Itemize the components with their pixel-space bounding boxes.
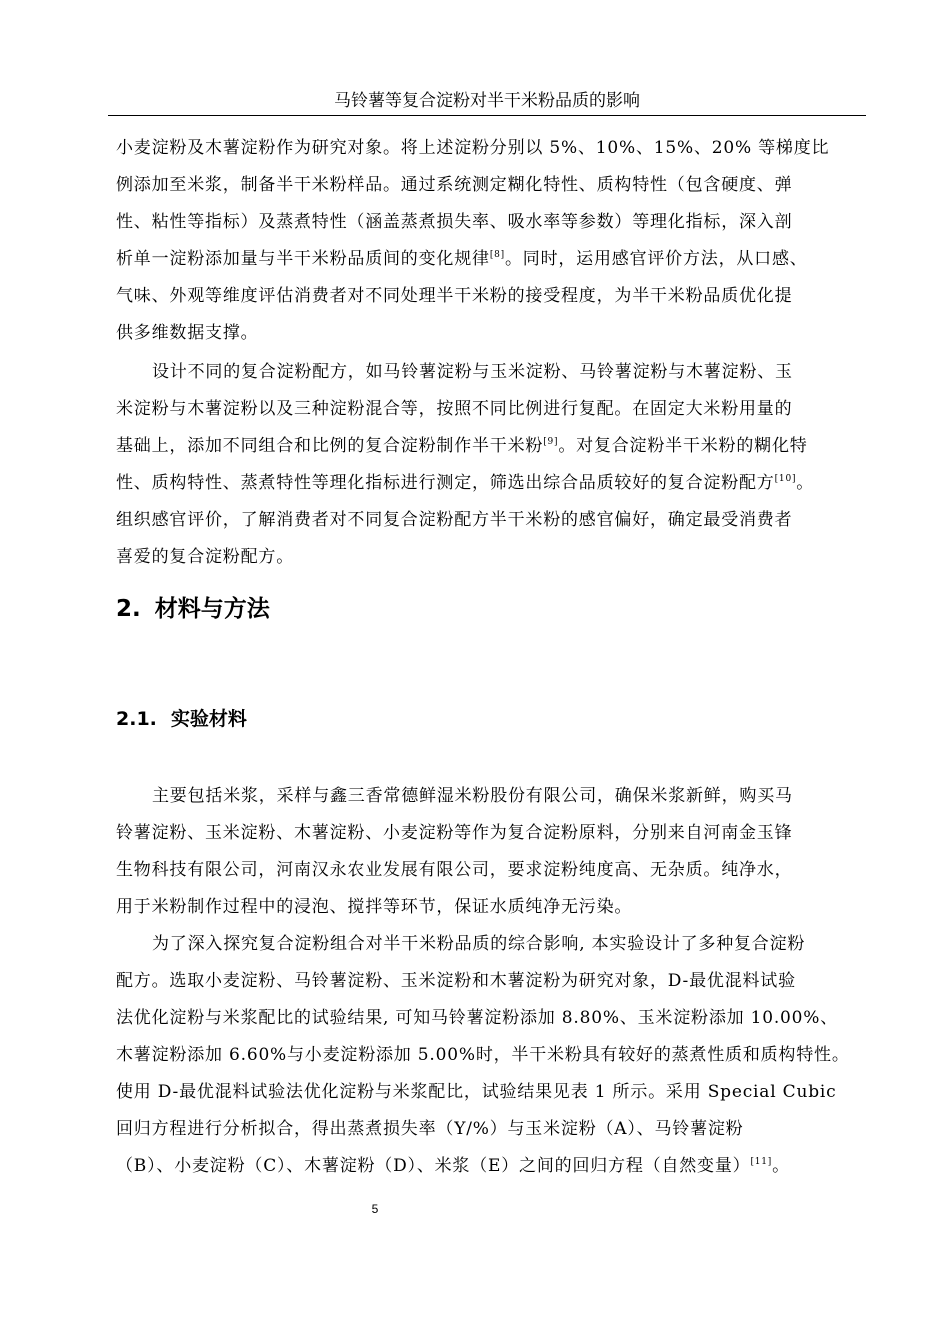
paragraph-compound-design — [116, 354, 861, 576]
text-line: 设计不同的复合淀粉配方，如马铃薯淀粉与玉米淀粉、马铃薯淀粉与木薯淀粉、玉 — [152, 362, 793, 382]
citation-ref: [10] — [774, 474, 797, 484]
subsection-heading — [116, 704, 247, 731]
citation-ref: [8] — [489, 250, 505, 260]
text-segment: 。同时，运用感官评价方法，从口感、 — [504, 249, 808, 269]
text-segment: 基础上，添加不同组合和比例的复合淀粉制作半干米粉 — [116, 436, 544, 456]
text-segment: 。 — [796, 473, 815, 493]
text-line: 组织感官评价，了解消费者对不同复合淀粉配方半干米粉的感官偏好，确定最受消费者 — [116, 510, 793, 530]
citation-ref: [9] — [543, 437, 559, 447]
text-line — [116, 465, 861, 502]
text-line: 用于米粉制作过程中的浸泡、搅拌等环节，保证水质纯净无污染。 — [116, 897, 633, 917]
text-line — [116, 1148, 861, 1185]
header-rule — [108, 115, 866, 116]
text-line: 使用 D-最优混料试验法优化淀粉与米浆配比，试验结果见表 1 所示。采用 Special Cubic — [116, 1082, 837, 1102]
text-line — [116, 241, 861, 278]
text-line: 性、粘性等指标）及蒸煮特性（涵盖蒸煮损失率、吸水率等参数）等理化指标，深入剖 — [116, 212, 793, 232]
section-title: 材料与方法 — [154, 596, 270, 622]
text-line: 主要包括米浆，采样与鑫三香常德鲜湿米粉股份有限公司，确保米浆新鲜，购买马 — [152, 786, 793, 806]
text-line: 例添加至米浆，制备半干米粉样品。通过系统测定糊化特性、质构特性（包含硬度、弹 — [116, 175, 793, 195]
text-line: 为了深入探究复合淀粉组合对半干米粉品质的综合影响, 本实验设计了多种复合淀粉 — [152, 934, 806, 954]
text-segment: （B）、小麦淀粉（C）、木薯淀粉（D）、米浆（E）之间的回归方程（自然变量） — [116, 1156, 751, 1176]
subsection-number: 2.1. — [116, 708, 157, 730]
paragraph-intro-continued — [116, 130, 861, 352]
text-line: 木薯淀粉添加 6.60%与小麦淀粉添加 5.00%时，半干米粉具有较好的蒸煮性质和质构特性。 — [116, 1045, 850, 1065]
subsection-title: 实验材料 — [170, 708, 247, 730]
text-line: 供多维数据支撑。 — [116, 323, 259, 343]
text-line: 回归方程进行分析拟合，得出蒸煮损失率（Y/%）与玉米淀粉（A）、马铃薯淀粉 — [116, 1119, 744, 1139]
section-heading — [116, 590, 270, 623]
text-line — [116, 428, 861, 465]
text-line: 配方。选取小麦淀粉、马铃薯淀粉、玉米淀粉和木薯淀粉为研究对象，D-最优混料试验 — [116, 971, 796, 991]
text-line: 法优化淀粉与米浆配比的试验结果, 可知马铃薯淀粉添加 8.80%、玉米淀粉添加 10.00%、 — [116, 1008, 839, 1028]
text-segment: 性、质构特性、蒸煮特性等理化指标进行测定，筛选出综合品质较好的复合淀粉配方 — [116, 473, 775, 493]
text-segment: 。 — [772, 1156, 790, 1176]
section-number: 2. — [116, 596, 141, 622]
text-line: 米淀粉与木薯淀粉以及三种淀粉混合等，按照不同比例进行复配。在固定大米粉用量的 — [116, 399, 793, 419]
text-line: 生物科技有限公司，河南汉永农业发展有限公司，要求淀粉纯度高、无杂质。纯净水， — [116, 860, 793, 880]
text-segment: 析单一淀粉添加量与半干米粉品质间的变化规律 — [116, 249, 490, 269]
text-line: 小麦淀粉及木薯淀粉作为研究对象。将上述淀粉分别以 5%、10%、15%、20% 等梯度比 — [116, 138, 830, 158]
running-header: 马铃薯等复合淀粉对半干米粉品质的影响 — [334, 91, 640, 111]
text-line: 气味、外观等维度评估消费者对不同处理半干米粉的接受程度，为半干米粉品质优化提 — [116, 286, 793, 306]
page-number: 5 — [371, 1202, 379, 1216]
citation-ref: [11] — [750, 1157, 773, 1167]
paragraph-materials — [116, 778, 861, 926]
text-line: 铃薯淀粉、玉米淀粉、木薯淀粉、小麦淀粉等作为复合淀粉原料，分别来自河南金玉锋 — [116, 823, 793, 843]
text-line: 喜爱的复合淀粉配方。 — [116, 547, 294, 567]
paragraph-formulation — [116, 926, 861, 1185]
text-segment: 。对复合淀粉半干米粉的糊化特 — [558, 436, 808, 456]
